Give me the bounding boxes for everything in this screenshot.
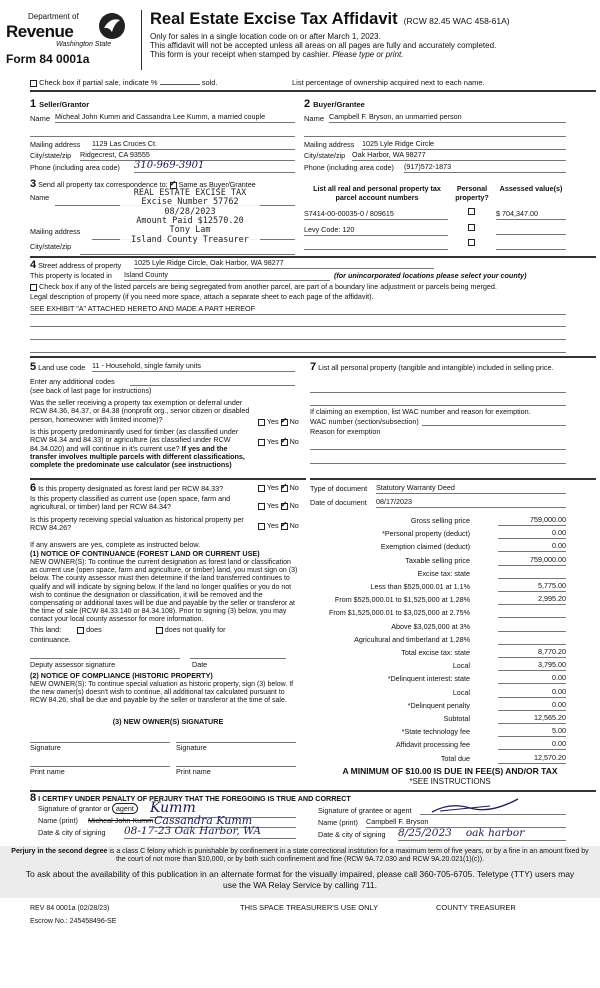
ownership-note: List percentage of ownership acquired next to each name. xyxy=(292,78,485,87)
segregation-label: Check box if any of the listed parcels are being segregated from another parcel, are part of a boundary line adjustment or parcels being merged. xyxy=(39,282,497,291)
doc-date-field[interactable]: 08/17/2023 xyxy=(376,498,566,508)
section-5-number: 5 xyxy=(30,361,37,373)
personal-property-checkbox[interactable] xyxy=(468,239,475,246)
sec3-name-label: Name xyxy=(30,193,50,202)
section-6-number: 6 xyxy=(30,482,37,494)
section-7-number: 7 xyxy=(310,361,317,373)
grantee-date-field[interactable] xyxy=(398,827,566,841)
personal-property-checkbox[interactable] xyxy=(468,224,475,231)
certify-label: I CERTIFY UNDER PENALTY OF PERJURY THAT THE FOREGOING IS TRUE AND CORRECT xyxy=(38,794,351,803)
buyer-city-field[interactable]: Oak Harbor, WA 98277 xyxy=(352,151,566,161)
legal-desc-line[interactable] xyxy=(30,344,566,353)
tax-row-label: Exemption claimed (deduct) xyxy=(380,542,470,551)
tax-row-label: From $1,525,000.01 to $3,025,000 at 2.75% xyxy=(328,608,470,617)
same-as-buyer-label: Same as Buyer/Grantee xyxy=(178,180,256,189)
seller-phone-field[interactable]: 310-969-3901 xyxy=(134,160,295,173)
tax-row-value[interactable]: 0.00 xyxy=(498,740,566,750)
grantee-sig-label: Signature of grantee or agent xyxy=(318,806,412,815)
dor-logo xyxy=(4,8,140,70)
grantee-date-value: 8/25/2023 xyxy=(398,827,452,839)
see-instructions: *SEE INSTRUCTIONS xyxy=(409,777,491,786)
no-label: No xyxy=(289,417,299,426)
form-title: Real Estate Excise Tax Affidavit xyxy=(150,10,398,28)
header-line3: This form is your receipt when stamped by cashier. xyxy=(150,50,331,60)
divider xyxy=(30,90,596,92)
tax-row-label: *Delinquent penalty xyxy=(407,701,470,710)
sec3-city-label: City/state/zip xyxy=(30,242,72,251)
stamp-line: Tony Lam xyxy=(169,225,211,236)
tax-row-value[interactable]: 5.00 xyxy=(498,727,566,737)
tax-row-value[interactable]: 3,795.00 xyxy=(498,661,566,671)
legal-desc-line[interactable] xyxy=(30,318,566,327)
wac-field[interactable] xyxy=(422,417,566,426)
partial-sale-checkbox[interactable] xyxy=(30,80,37,87)
land-use-field[interactable]: 11 - Household, single family units xyxy=(92,362,295,372)
grantor-sig-label: Signature of grantor or xyxy=(38,804,110,813)
partial-sale-label: Check box if partial sale, indicate % xyxy=(39,78,158,87)
grantee-city-value: oak harbor xyxy=(465,827,525,839)
tax-row-label: Total due xyxy=(440,754,470,763)
exemption-label: If claiming an exemption, list WAC number and reason for exemption. xyxy=(310,407,531,416)
logo-dept: Department of xyxy=(28,12,79,21)
land-use-label: Land use code xyxy=(38,363,86,372)
divider xyxy=(30,256,596,258)
stamp-line: 08/28/2023 xyxy=(164,206,216,217)
deputy-sig-line[interactable] xyxy=(30,658,180,659)
land-label: This land: xyxy=(30,625,62,634)
tax-row-value[interactable]: 0.00 xyxy=(498,701,566,711)
legal-desc-label: Legal description of property (if you need more space, attach a separate sheet to each page of the affidavit). xyxy=(30,292,374,301)
divider xyxy=(310,478,596,480)
parcel-number-field[interactable] xyxy=(304,241,448,250)
seller-mail-field[interactable]: 1129 Las Cruces Ct. xyxy=(92,140,295,150)
seller-city-label: City/state/zip xyxy=(30,151,72,160)
located-label: This property is located in xyxy=(30,271,112,280)
section-5-heading xyxy=(30,361,85,374)
q3-yes-no xyxy=(258,484,299,493)
logo-state: Washington State xyxy=(56,41,112,48)
grantor-print-struck: Micheal John Kumm xyxy=(88,816,154,825)
partial-sold-label: sold. xyxy=(201,78,218,87)
no-label: No xyxy=(289,501,299,510)
buyer-phone-field[interactable]: (917)572-1873 xyxy=(404,163,566,173)
wa-logo-icon xyxy=(98,12,126,40)
stamp-line: Amount Paid $12570.20 xyxy=(136,216,244,227)
grantor-print-field[interactable]: Cassandra Kumm xyxy=(154,814,296,828)
no-label: No xyxy=(289,437,299,446)
grantor-date-label: Date & city of signing xyxy=(38,828,106,837)
tax-row-value[interactable]: 8,770.20 xyxy=(498,648,566,658)
new-owner-sig-title: (3) NEW OWNER(S) SIGNATURE xyxy=(112,717,224,726)
section-1-heading xyxy=(30,98,89,111)
tax-row-value[interactable]: 12,565.20 xyxy=(498,714,566,724)
tax-row-value[interactable]: 759,000.00 xyxy=(498,516,566,526)
no-checkbox[interactable] xyxy=(281,523,288,530)
personal-property-line[interactable] xyxy=(310,384,566,393)
grantor-sig-row xyxy=(38,805,138,814)
reason-label: Reason for exemption xyxy=(310,427,381,436)
tax-row-value[interactable]: 0.00 xyxy=(498,542,566,552)
grantor-print-label: Name (print) xyxy=(38,816,78,825)
yes-label: Yes xyxy=(266,521,279,530)
tax-row-value[interactable]: 0.00 xyxy=(498,688,566,698)
uninc-note: (for unincorporated locations please select your county) xyxy=(334,271,527,280)
owner-sig-label: Signature xyxy=(176,743,207,752)
footer-rev: REV 84 0001a (02/28/23) xyxy=(30,905,110,912)
wac-label: WAC number (section/subsection) xyxy=(310,417,419,426)
tax-row-value[interactable] xyxy=(498,569,566,579)
tax-row-label: Local xyxy=(452,688,470,697)
segregation-checkbox[interactable] xyxy=(30,284,37,291)
exemption-question: Was the seller receiving a property tax exemption or deferral under RCW 84.36, 84.37, or 84.38 (nonprofit org., senior citizen or disabled person, homeowner with limited income)? xyxy=(30,398,250,424)
timber-question-b: If yes and the transfer involves multiple parcels with different classifications, complete the predominate use calculator (see instructions) xyxy=(30,443,245,470)
form-number: Form 84 0001a xyxy=(6,52,90,66)
does-not-checkbox[interactable] xyxy=(156,627,163,634)
deputy-sig-label: Deputy assessor signature xyxy=(30,660,116,669)
notice-compliance-title: (2) NOTICE OF COMPLIANCE (HISTORIC PROPERTY) xyxy=(30,671,213,680)
buyer-name-field[interactable]: Campbell F. Bryson, an unmarried person xyxy=(329,113,566,123)
tax-row-label: Less than $525,000.01 at 1.1% xyxy=(370,582,470,591)
if-yes-note: If any answers are yes, complete as instructed below. xyxy=(30,540,201,549)
no-checkbox[interactable] xyxy=(281,419,288,426)
yes-label: Yes xyxy=(266,437,279,446)
seller-mail-label: Mailing address xyxy=(30,140,81,149)
header-line3b: Please type or print. xyxy=(332,50,404,60)
yes-checkbox[interactable] xyxy=(258,523,265,530)
yes-label: Yes xyxy=(266,501,279,510)
partial-sale-row xyxy=(30,78,218,87)
header-divider xyxy=(141,10,142,70)
deputy-date-label: Date xyxy=(192,660,208,669)
section-1-number: 1 xyxy=(30,98,37,110)
personal-property-header: Personal property? xyxy=(455,184,489,202)
sec3-city-field[interactable] xyxy=(80,249,295,255)
land-qualify-row xyxy=(30,626,226,635)
tax-row-label: Taxable selling price xyxy=(405,556,470,565)
tax-row-label: Agricultural and timberland at 1.28% xyxy=(354,635,470,644)
tax-row-value[interactable] xyxy=(498,608,566,618)
no-label: No xyxy=(289,521,299,530)
section-2-heading xyxy=(304,98,365,111)
additional-codes-note: (see back of last page for instructions) xyxy=(30,386,152,395)
grantor-signature[interactable]: Kumm xyxy=(150,800,296,818)
timber-question xyxy=(30,428,255,469)
partial-percent-field[interactable] xyxy=(160,84,200,85)
tax-row-value[interactable]: 2,995.20 xyxy=(498,595,566,605)
owner-sig-label: Signature xyxy=(30,743,61,752)
no-label: No xyxy=(289,483,299,492)
owner-print-label: Print name xyxy=(30,767,65,776)
tax-row-value[interactable]: 0.00 xyxy=(498,674,566,684)
seller-city-field[interactable]: Ridgecrest, CA 93555 xyxy=(80,151,295,161)
q2-yes-no xyxy=(258,438,299,447)
tax-row-value[interactable]: 0.00 xyxy=(498,529,566,539)
personal-property-checkbox[interactable] xyxy=(468,208,475,215)
assessed-value-field[interactable] xyxy=(496,226,566,235)
owner-print-label: Print name xyxy=(176,767,211,776)
section-4-label: Street address of property xyxy=(38,261,122,270)
buyer-mail-label: Mailing address xyxy=(304,140,355,149)
additional-codes-label: Enter any additional codes xyxy=(30,377,115,386)
continuance-label: continuance. xyxy=(30,635,71,644)
doc-date-label: Date of document xyxy=(310,498,367,507)
tax-row-value[interactable]: 12,570.20 xyxy=(498,754,566,764)
yes-checkbox[interactable] xyxy=(258,439,265,446)
tax-row-label: Subtotal xyxy=(443,714,470,723)
personal-property-label: List all personal property (tangible and intangible) included in selling price. xyxy=(318,363,554,372)
section-4-number: 4 xyxy=(30,259,37,271)
tax-row-label: *Personal property (deduct) xyxy=(382,529,470,538)
yes-checkbox[interactable] xyxy=(258,503,265,510)
reason-line[interactable] xyxy=(310,455,566,464)
tax-row-label: Affidavit processing fee xyxy=(395,740,470,749)
tax-row-label: *Delinquent interest: state xyxy=(387,674,470,683)
buyer-city-label: City/state/zip xyxy=(304,151,346,160)
perjury-bold: Perjury in the second degree xyxy=(11,848,108,855)
divider xyxy=(30,478,306,480)
tax-row-value[interactable]: 5,775.00 xyxy=(498,582,566,592)
historic-question: Is this property receiving special valuation as historical property per RCW 84.26? xyxy=(30,515,244,533)
perjury-text: is a class C felony which is punishable by confinement in a state correctional institution for a maximum term of five years, or by a fine in an amount fixed by the court of not more than $10,000, or by both such confinement and fine (RCW 9A.72.030 and RCW 9A.20.021(1)(c)). xyxy=(109,848,589,864)
header-line1: Only for sales in a single location code on or after March 1, 2023. xyxy=(150,32,381,41)
additional-codes-field[interactable] xyxy=(130,377,295,386)
personal-property-line[interactable] xyxy=(310,397,566,406)
notice-continuance-title: (1) NOTICE OF CONTINUANCE (FOREST LAND OR CURRENT USE) xyxy=(30,549,260,558)
forest-question: Is this property designated as forest land per RCW 84.33? xyxy=(38,484,224,493)
form-title-row xyxy=(150,10,510,30)
divider xyxy=(30,356,596,358)
escrow-number: Escrow No.: 245458496-SE xyxy=(30,918,117,925)
levy-code-field[interactable]: Levy Code: 120 xyxy=(304,226,448,236)
grantee-print-field[interactable]: Campbell F. Bryson xyxy=(366,818,566,828)
q4-yes-no xyxy=(258,502,299,511)
header-line2: This affidavit will not be accepted unless all areas on all pages are fully and accurately completed. xyxy=(150,41,497,51)
seller-name-label: Name xyxy=(30,114,51,123)
sec3-mail-label: Mailing address xyxy=(30,227,81,236)
notice-continuance-text: NEW OWNER(S): To continue the current designation as forest land or classification as current use (open space, farm and agriculture, or timber) land, you must sign on (3) below. The county assessor must then determine if the land transferred continues to qualify and will indicate by signing below. If the land no longer qualifies or you do not wish to continue the designation or classification, it will be removed and the compensating or additional taxes will be due and payable by the seller or transferor at the time of sale (RCW 84.33.140 or 84.34.108). Prior to signing (3) below, you may contact your local county assessor for more information. xyxy=(30,559,298,624)
yes-checkbox[interactable] xyxy=(258,419,265,426)
treasurer-stamp xyxy=(120,189,260,245)
does-not-label: does not qualify for xyxy=(164,625,226,634)
q5-yes-no xyxy=(258,522,299,531)
logo-revenue: Revenue xyxy=(6,22,74,41)
section-3-number: 3 xyxy=(30,178,37,190)
section-3-label: Send all property tax correspondence to: xyxy=(38,180,168,189)
header-notes xyxy=(150,32,590,60)
no-checkbox[interactable] xyxy=(281,485,288,492)
buyer-mail-field[interactable]: 1025 Lyle Ridge Circle xyxy=(362,140,566,150)
no-checkbox[interactable] xyxy=(281,439,288,446)
yes-checkbox[interactable] xyxy=(258,485,265,492)
tax-row-value[interactable]: 759,000.00 xyxy=(498,556,566,566)
agent-circled: agent xyxy=(112,803,138,814)
assessed-value-field[interactable] xyxy=(496,241,566,250)
section-1-title: Seller/Grantor xyxy=(39,100,90,109)
yes-label: Yes xyxy=(266,417,279,426)
grantee-signature-icon[interactable] xyxy=(430,796,520,816)
tax-row-label: Total excise tax: state xyxy=(401,648,470,657)
grantee-sig-line xyxy=(420,814,566,815)
seller-name-field[interactable]: Micheal John Kumm and Cassandra Lee Kumm, a married couple xyxy=(55,113,295,123)
tax-row-value[interactable] xyxy=(498,635,566,645)
notice-compliance-text: NEW OWNER(S): To continue special valuation as historic property, sign (3) below. If the new owner(s) doesn't wish to continue, all additional tax calculated pursuant to RCW 84.26, shall be due and payable by the seller or transferor at the time of sale. xyxy=(30,681,294,705)
tax-row-label: From $525,000.01 to $1,525,000 at 1.28% xyxy=(334,595,470,604)
section-8-number: 8 xyxy=(30,792,37,804)
yes-label: Yes xyxy=(266,483,279,492)
does-checkbox[interactable] xyxy=(77,627,84,634)
parcel-number-field[interactable]: S7414-00-00035-0 / 809615 xyxy=(304,210,448,220)
section-7-heading xyxy=(310,361,566,374)
buyer-phone-label: Phone (including area code) xyxy=(304,163,394,172)
stamp-line: Excise Number 57762 xyxy=(141,197,239,208)
tax-row-label: Above $3,025,000 at 3% xyxy=(391,622,470,631)
property-address-field[interactable]: 1025 Lyle Ridge Circle, Oak Harbor, WA 98277 xyxy=(134,259,434,269)
legal-desc-line[interactable] xyxy=(30,331,566,340)
form-rcw: (RCW 82.45 WAC 458-61A) xyxy=(403,16,510,26)
accessibility-notice: To ask about the availability of this publication in an alternate format for the visually impaired, please call 360-705-6705. Teletype (TTY) users may use the WA Relay Service by calling 711. xyxy=(25,869,575,890)
assessed-value-header: Assessed value(s) xyxy=(499,184,563,193)
no-checkbox[interactable] xyxy=(281,503,288,510)
seller-name-line2[interactable] xyxy=(30,128,295,137)
tax-row-label: *State technology fee xyxy=(401,727,470,736)
reason-line[interactable] xyxy=(310,441,566,450)
stamp-line: REAL ESTATE EXCISE TAX xyxy=(133,188,247,198)
grantee-date-label: Date & city of signing xyxy=(318,830,386,839)
footer-treasurer-space: THIS SPACE TREASURER'S USE ONLY xyxy=(240,903,379,912)
county-select[interactable]: Island County xyxy=(124,271,330,281)
segregation-row xyxy=(30,283,497,292)
footer-county-treasurer: COUNTY TREASURER xyxy=(436,903,516,912)
grantee-print-label: Name (print) xyxy=(318,818,358,827)
buyer-name-line2[interactable] xyxy=(304,128,566,137)
grantor-date-field[interactable]: 08-17-23 Oak Harbor, WA xyxy=(124,825,296,839)
tax-row-label: Gross selling price xyxy=(410,516,470,525)
seller-phone-label: Phone (including area code) xyxy=(30,163,120,172)
timber-question-a: Is this property predominantly used for timber (as classified under RCW 84.34 and 84.33) or agriculture (as classified under RCW 84.34.020) and will continue in it's current use? xyxy=(30,427,239,453)
does-label: does xyxy=(86,625,102,634)
minimum-notice: A MINIMUM OF $10.00 IS DUE IN FEE(S) AND/OR TAX xyxy=(342,766,558,776)
perjury-notice xyxy=(6,848,594,865)
doc-type-field[interactable]: Statutory Warranty Deed xyxy=(376,484,566,494)
q1-yes-no xyxy=(258,418,299,427)
section-2-number: 2 xyxy=(304,98,311,110)
section-2-title: Buyer/Grantee xyxy=(313,100,365,109)
buyer-name-label: Name xyxy=(304,114,325,123)
tax-row-value[interactable] xyxy=(498,622,566,632)
current-use-question: Is this property classified as current use (open space, farm and agricultural, or timber) land per RCW 84.34? xyxy=(30,494,231,512)
deputy-date-line[interactable] xyxy=(190,658,286,659)
assessed-value-field[interactable]: $ 704,347.00 xyxy=(496,210,566,220)
parcel-header: List all real and personal property tax parcel account numbers xyxy=(313,184,441,202)
tax-row-label: Local xyxy=(452,661,470,670)
stamp-line: Island County Treasurer xyxy=(131,234,249,245)
doc-type-label: Type of document xyxy=(310,484,368,493)
legal-desc-field[interactable]: SEE EXHIBIT "A" ATTACHED HERETO AND MADE A PART HEREOF xyxy=(30,305,566,315)
tax-row-label: Excise tax: state xyxy=(417,569,470,578)
